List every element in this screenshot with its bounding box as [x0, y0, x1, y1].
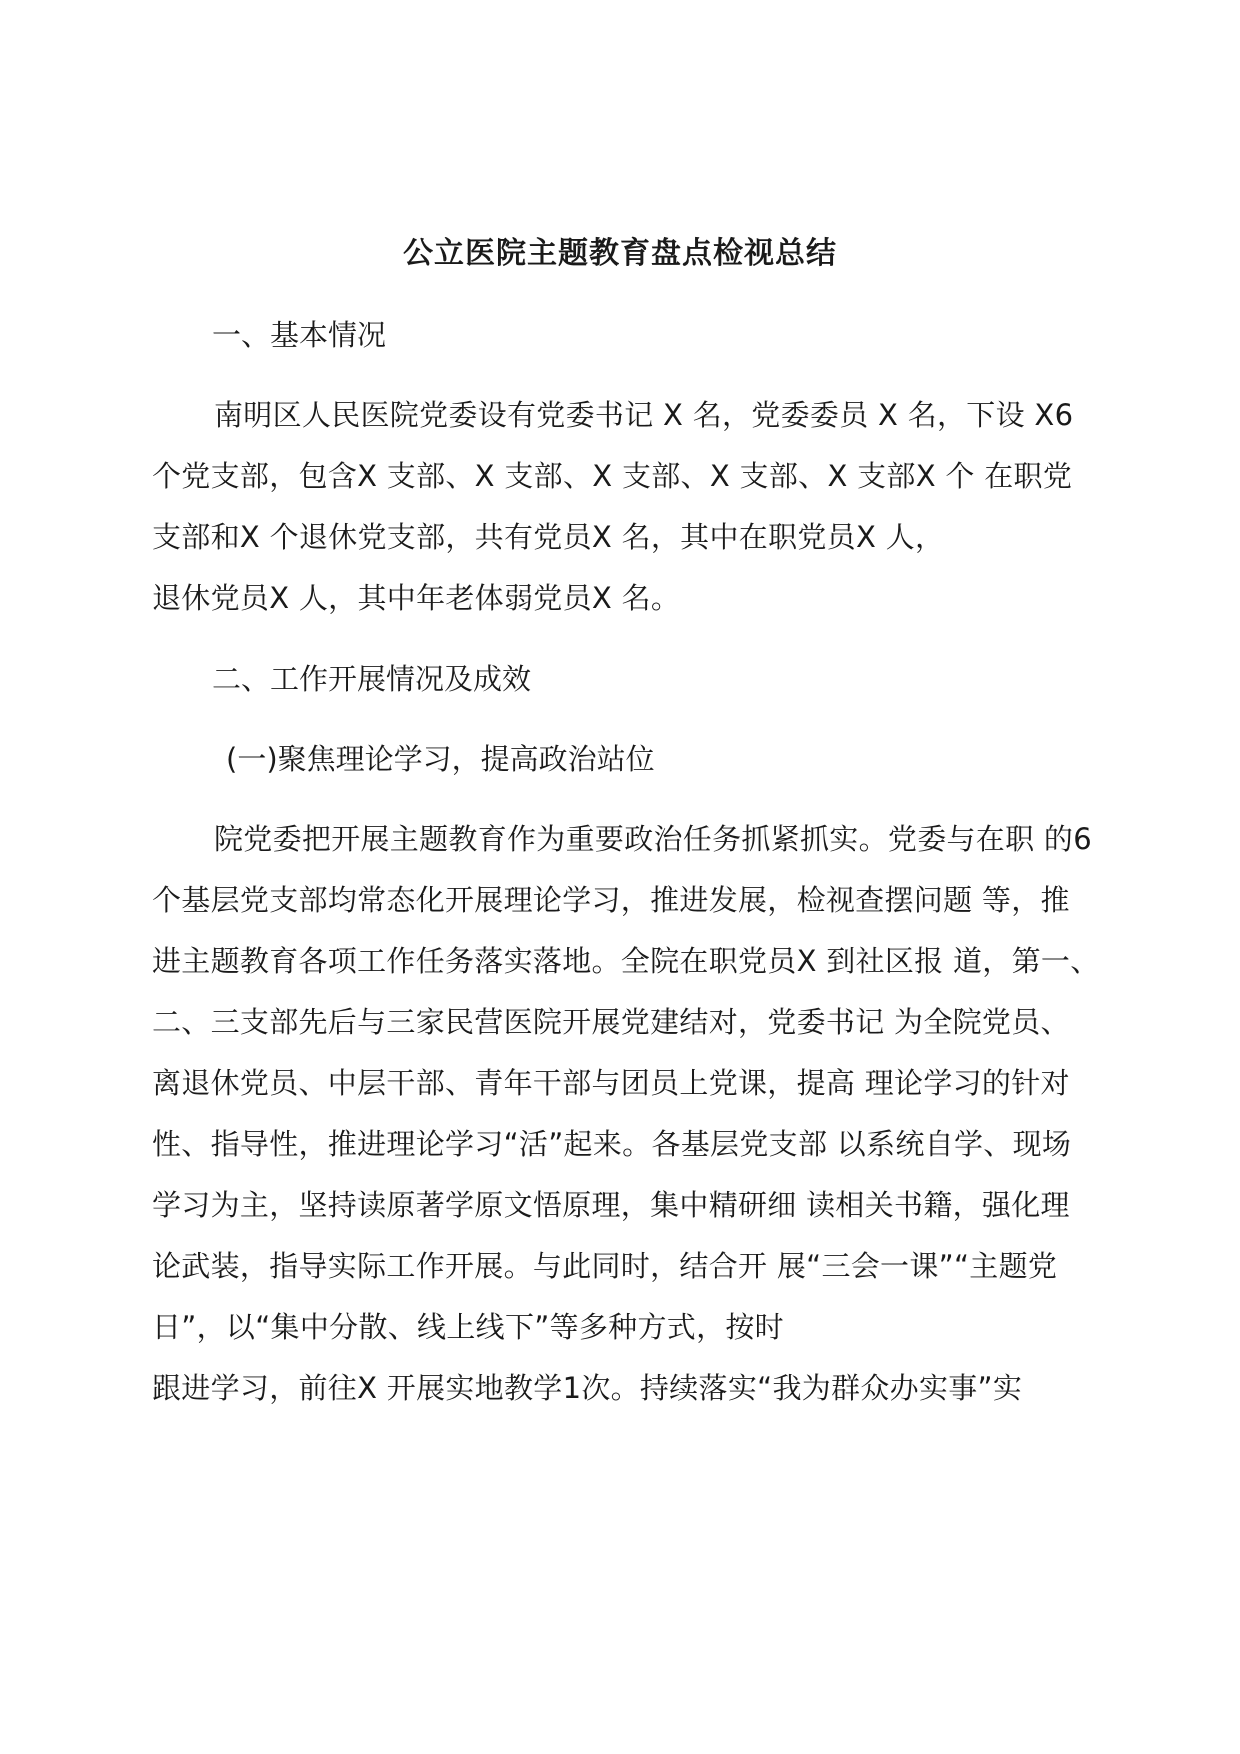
paragraph-line: 日”，以“集中分散、线上线下”等多种方式，按时: [152, 1310, 784, 1344]
paragraph-line: 进主题教育各项工作任务落实落地。全院在职党员X 到社区报 道，第一、: [152, 944, 1100, 978]
paragraph-line: 性、指导性，推进理论学习“活”起来。各基层党支部 以系统自学、现场: [152, 1127, 1072, 1161]
paragraph-line: 院党委把开展主题教育作为重要政治任务抓紧抓实。党委与在职 的6: [214, 822, 1092, 856]
paragraph-line: 个基层党支部均常态化开展理论学习，推进发展，检视查摆问题 等，推: [152, 883, 1070, 917]
paragraph-line: 离退休党员、中层干部、青年干部与团员上党课，提高 理论学习的针对: [152, 1066, 1070, 1100]
paragraph-line: 论武装，指导实际工作开展。与此同时，结合开 展“三会一课”“主题党: [152, 1249, 1058, 1283]
paragraph-line: 跟进学习，前往X 开展实地教学1次。持续落实“我为群众办实事”实: [152, 1371, 1023, 1405]
section-heading-basic-info: 一、基本情况: [212, 318, 387, 352]
section-heading-work-progress: 二、工作开展情况及成效: [212, 662, 532, 696]
paragraph-line: 支部和X 个退休党支部，共有党员X 名，其中在职党员X 人，: [152, 520, 945, 554]
paragraph-line: 二、三支部先后与三家民营医院开展党建结对，党委书记 为全院党员、: [152, 1005, 1070, 1039]
paragraph-line: 学习为主，坚持读原著学原文悟原理，集中精研细 读相关书籍，强化理: [152, 1188, 1070, 1222]
paragraph-line: 南明区人民医院党委设有党委书记 X 名，党委委员 X 名，下设 X6: [214, 398, 1074, 432]
document-title: 公立医院主题教育盘点检视总结: [403, 236, 837, 271]
subsection-heading: (一)聚焦理论学习，提高政治站位: [226, 742, 655, 776]
paragraph-line: 个党支部，包含X 支部、X 支部、X 支部、X 支部、X 支部X 个 在职党: [152, 459, 1073, 493]
paragraph-line: 退休党员X 人，其中年老体弱党员X 名。: [152, 581, 681, 615]
